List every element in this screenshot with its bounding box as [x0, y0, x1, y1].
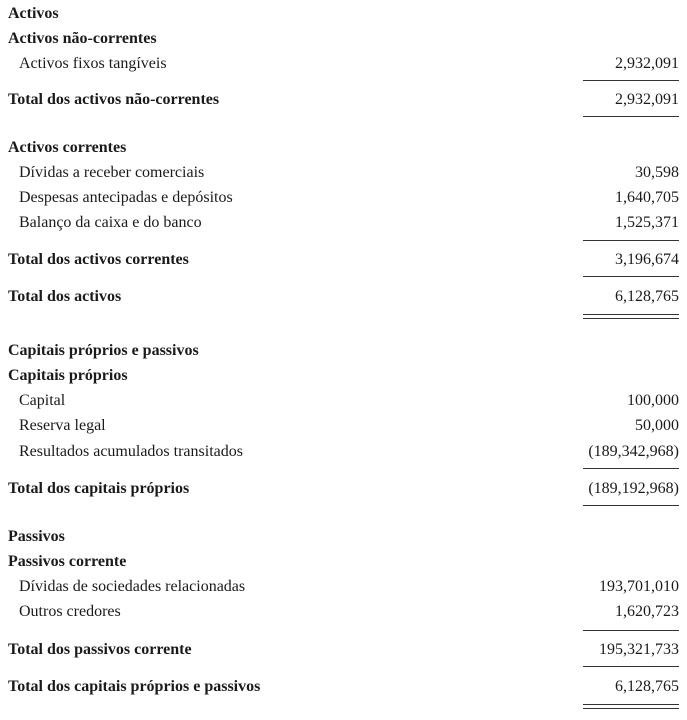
total-rule [583, 276, 679, 277]
line-item-row [0, 212, 687, 234]
trade-receivables-value: 30,598 [635, 164, 679, 181]
capital-label: Capital [19, 392, 66, 409]
total-row [0, 639, 687, 661]
double-rule-top [583, 314, 679, 315]
total-rule [583, 116, 679, 117]
total-current-assets-label: Total dos activos correntes [8, 251, 189, 268]
line-item-row [0, 162, 687, 184]
legal-reserve-value: 50,000 [635, 417, 679, 434]
equity-heading-row [0, 365, 687, 387]
total-current-liabilities-value: 195,321,733 [599, 641, 679, 658]
current-heading-row [0, 137, 687, 159]
total-row [0, 478, 687, 500]
equity-heading: Capitais próprios [8, 367, 128, 384]
noncurrent-assets-heading: Activos não-correntes [8, 30, 157, 47]
assets-heading: Activos [8, 5, 59, 22]
current-assets-heading: Activos correntes [8, 139, 127, 156]
subtotal-rule [583, 240, 679, 241]
total-equity-label: Total dos capitais próprios [8, 480, 190, 497]
double-rule-top [583, 704, 679, 705]
subtotal-rule [583, 80, 679, 81]
assets-heading-row [0, 3, 687, 25]
trade-receivables-label: Dívidas a receber comerciais [19, 164, 205, 181]
total-row [0, 89, 687, 111]
retained-results-label: Resultados acumulados transitados [19, 443, 243, 460]
subtotal-rule [583, 630, 679, 631]
total-noncurrent-label: Total dos activos não-correntes [8, 91, 220, 108]
cash-bank-value: 1,525,371 [615, 214, 679, 231]
prepayments-deposits-value: 1,640,705 [615, 189, 679, 206]
line-item-row [0, 441, 687, 463]
equity-liabilities-heading: Capitais próprios e passivos [8, 342, 199, 359]
double-rule-bottom [583, 318, 679, 319]
current-liabilities-heading: Passivos corrente [8, 553, 127, 570]
noncurrent-heading-row [0, 28, 687, 50]
line-item-row [0, 415, 687, 437]
subtotal-rule [583, 468, 679, 469]
total-current-assets-value: 3,196,674 [615, 251, 679, 268]
other-creditors-label: Outros credores [19, 603, 121, 620]
cash-bank-label: Balanço da caixa e do banco [19, 214, 202, 231]
total-equity-value: (189,192,968) [588, 480, 679, 497]
liabilities-heading-row [0, 526, 687, 548]
double-rule-bottom [583, 708, 679, 709]
total-current-liabilities-label: Total dos passivos corrente [8, 641, 192, 658]
capital-value: 100,000 [627, 392, 679, 409]
related-party-debts-value: 193,701,010 [599, 578, 679, 595]
legal-reserve-label: Reserva legal [19, 417, 106, 434]
line-item-row [0, 390, 687, 412]
related-party-debts-label: Dívidas de sociedades relacionadas [19, 578, 246, 595]
total-rule [583, 505, 679, 506]
retained-results-value: (189,342,968) [588, 443, 679, 460]
line-item-row [0, 601, 687, 623]
liabilities-heading: Passivos [8, 528, 65, 545]
total-row [0, 286, 687, 308]
tangible-fixed-assets-label: Activos fixos tangíveis [19, 55, 167, 72]
other-creditors-value: 1,620,723 [615, 603, 679, 620]
total-noncurrent-value: 2,932,091 [615, 91, 679, 108]
total-rule [583, 666, 679, 667]
tangible-fixed-assets-value: 2,932,091 [615, 55, 679, 72]
line-item-row [0, 187, 687, 209]
total-equity-liabilities-label: Total dos capitais próprios e passivos [8, 678, 261, 695]
line-item-row [0, 53, 687, 75]
equity-liabilities-heading-row [0, 340, 687, 362]
line-item-row [0, 576, 687, 598]
total-assets-label: Total dos activos [8, 288, 122, 305]
total-row [0, 249, 687, 271]
total-assets-value: 6,128,765 [615, 288, 679, 305]
total-row [0, 676, 687, 698]
current-liabilities-heading-row [0, 551, 687, 573]
prepayments-deposits-label: Despesas antecipadas e depósitos [19, 189, 233, 206]
total-equity-liabilities-value: 6,128,765 [615, 678, 679, 695]
